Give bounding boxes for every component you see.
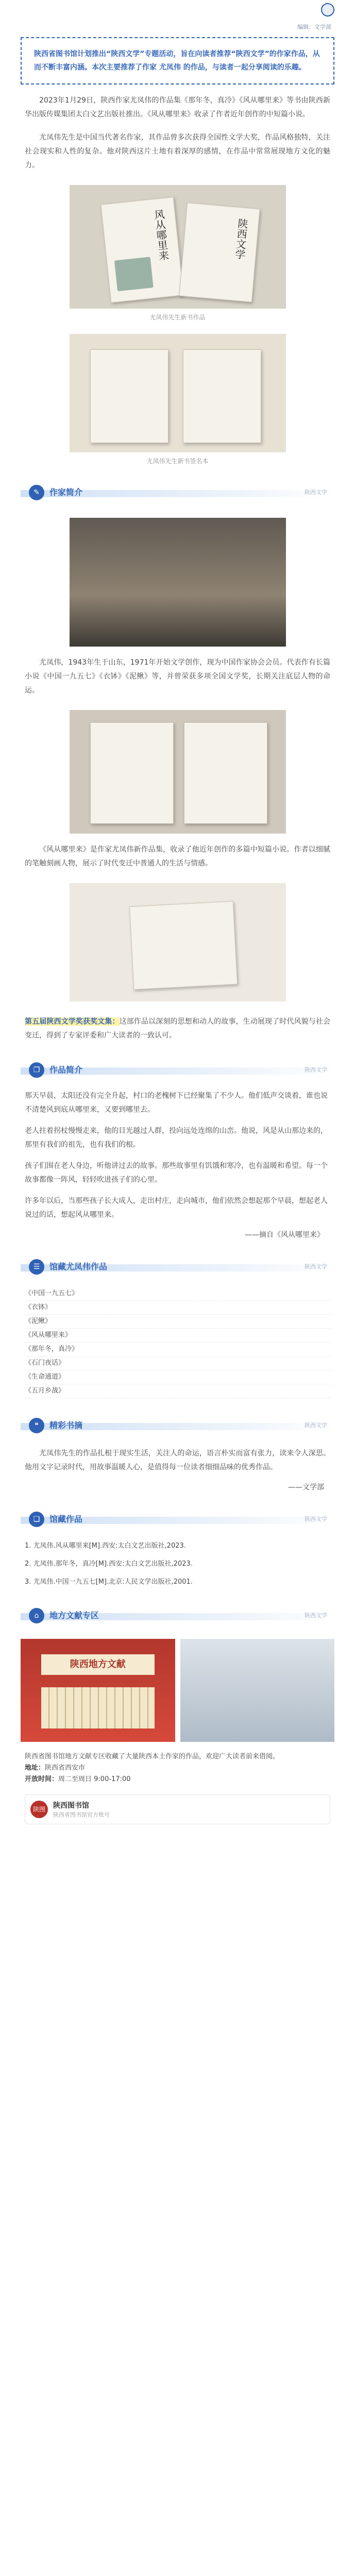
section-title-excerpt — [21, 1414, 334, 1437]
catalog-item[interactable]: 《风从哪里来》 — [25, 1329, 330, 1343]
excerpt-paragraph: 那天早晨，太阳还没有完全升起，村口的老槐树下已经聚集了不少人。他们低声交谈着，谁也说不清楚风到底从哪里来，又要到哪里去。 — [25, 1092, 328, 1114]
book-photo-3 — [70, 710, 286, 834]
highlight-lead: 第五届陕西文学奖获奖文集： — [25, 1018, 120, 1026]
section-label: 地方文献专区 — [49, 1611, 99, 1620]
ref-item: 2. 尤凤伟.那年冬，真冷[M].西安:太白文艺出版社,2023. — [25, 1560, 193, 1568]
refs-list — [25, 1539, 330, 1588]
book-cover — [183, 349, 261, 443]
section-label: 精彩书摘 — [49, 1420, 83, 1430]
section-deco: 陕西文学 — [305, 1422, 327, 1429]
bookmark-icon: ❏ — [29, 1512, 44, 1527]
account-card[interactable] — [25, 1794, 330, 1824]
section-label: 馆藏作品 — [49, 1514, 83, 1524]
book-intro-paragraph: 尤凤伟先生是中国当代著名作家，其作品曾多次获得全国性文学大奖，作品风格独特，关注社会现实和人性的复杂。他对陕西这片土地有着深厚的感情，在作品中常常展现地方文化的魅力。 — [25, 133, 330, 170]
library-hours: 开放时间：周二至周日 9:00-17:00 — [25, 1775, 131, 1783]
photo-caption: 尤凤伟先生新书作品 — [149, 314, 206, 321]
section-label: 作品简介 — [49, 1065, 83, 1075]
catalog-item[interactable]: 《泥鳅》 — [25, 1315, 330, 1329]
author-photo — [70, 518, 286, 647]
book-shelf — [41, 1687, 155, 1728]
library-desc: 陕西省图书馆地方文献专区收藏了大量陕西本土作家的作品，欢迎广大读者前来借阅。 — [25, 1753, 280, 1760]
section-title-catalog — [21, 1255, 334, 1279]
catalog-item[interactable]: 《五月乡战》 — [25, 1384, 330, 1398]
book-cover — [184, 722, 267, 824]
book-intro-paragraph: 2023年1月29日，陕西作家尤凤伟的作品集《那年冬，真冷》《风从哪里来》等书由陕西新华出版传媒集团太白文艺出版社推出。《风从哪里来》收录了作者近年创作的中短篇小说。 — [25, 96, 330, 118]
section-label: 作家简介 — [49, 487, 83, 497]
book-cover — [90, 349, 168, 443]
book-photo-2 — [70, 334, 286, 452]
catalog-item[interactable]: 《衣钵》 — [25, 1301, 330, 1315]
ref-item: 3. 尤凤伟.中国一九五七[M].北京:人民文学出版社,2001. — [25, 1578, 193, 1586]
intro-box: 陕西省图书馆计划推出“陕西文学”专题活动，旨在向读者推荐“陕西文学”的作家作品，从而不断丰富内涵。本次主要推荐了作家 尤凤伟 的作品，与读者一起分享阅读的乐趣。 — [21, 37, 334, 84]
book-cover — [100, 197, 183, 303]
section-deco: 陕西文学 — [305, 1066, 327, 1073]
account-text — [53, 1800, 110, 1819]
excerpt-paragraph: 许多年以后，当那些孩子长大成人，走出村庄，走向城市，他们依然会想起那个早晨，想起老人说过的话，想起风从哪里来。 — [25, 1197, 328, 1219]
editor-note: 编辑：文学部 — [297, 24, 331, 30]
library-info — [25, 1751, 330, 1785]
book-cover-title: 风从哪里来 — [151, 209, 170, 262]
account-name: 陕西图书馆 — [53, 1802, 89, 1810]
top-bar — [0, 0, 355, 20]
excerpt-paragraph: 孩子们围在老人身边，听他讲过去的故事。那些故事里有饥饿和寒冷，也有温暖和希望。每一个故事都像一阵风，轻轻吹进孩子们的心里。 — [25, 1162, 328, 1184]
catalog-item[interactable]: 《中国一九五七》 — [25, 1287, 330, 1301]
book-cover — [90, 722, 174, 824]
award-highlight — [25, 1015, 330, 1043]
section-title-author — [21, 481, 334, 504]
excerpt-paragraph: 老人拄着拐杖慢慢走来，他的目光越过人群，投向远处连绵的山峦。他说，风是从山那边来的，那里有我们的祖先，也有我们的根。 — [25, 1127, 328, 1149]
book-cover-title: 陕西文学 — [232, 217, 249, 260]
review-paragraph: 尤凤伟先生的作品扎根于现实生活，关注人的命运，语言朴实而富有张力，读来令人深思。他用文字记录时代，用故事温暖人心，是值得每一位读者细细品味的优秀作品。 — [25, 1449, 330, 1471]
review-signature: ——文学部 — [288, 1483, 324, 1492]
author-bio: 尤凤伟，1943年生于山东，1971年开始文学创作，现为中国作家协会会员。代表作有长篇小说《中国一九五七》《衣钵》《泥鳅》等，并曾荣获多项全国文学奖，长期关注底层人物的命运。 — [25, 658, 330, 694]
section-deco: 陕西文学 — [305, 1263, 327, 1270]
catalog-item[interactable]: 《那年冬，真冷》 — [25, 1343, 330, 1357]
building-icon: ⌂ — [29, 1608, 44, 1623]
store-photo-shelf — [21, 1639, 175, 1742]
book-photo-4 — [70, 883, 286, 1002]
section-deco: 陕西文学 — [305, 1516, 327, 1522]
quote-icon: ❝ — [29, 1418, 44, 1433]
catalog-item[interactable]: 《生命通道》 — [25, 1370, 330, 1384]
store-photos — [21, 1639, 334, 1742]
list-icon: ☰ — [29, 1259, 44, 1275]
book-cover — [179, 202, 260, 302]
library-address: 地址：陕西省西安市 — [25, 1764, 86, 1772]
section-deco: 陕西文学 — [305, 489, 327, 496]
pen-icon: ✎ — [29, 485, 44, 500]
section-title-refs — [21, 1507, 334, 1531]
photo-caption: 尤凤伟先生新书签名本 — [146, 457, 209, 465]
section-title-work — [21, 1058, 334, 1082]
excerpt-signature: ——摘自《风从哪里来》 — [245, 1231, 324, 1239]
account-avatar: 陕图 — [30, 1801, 48, 1818]
store-photo-hall — [180, 1639, 335, 1742]
ref-item: 1. 尤凤伟.风从哪里来[M].西安:太白文艺出版社,2023. — [25, 1542, 186, 1550]
account-sub: 陕西省图书馆官方账号 — [53, 1811, 110, 1818]
library-logo-icon — [321, 3, 334, 16]
catalog-item[interactable]: 《石门夜话》 — [25, 1357, 330, 1370]
book-photo-1 — [70, 185, 286, 309]
book-cover — [129, 901, 237, 990]
highlight-rest: 这部作品以深刻的思想和动人的故事，生动展现了时代风貌与社会变迁，得到了专家评委和广大读者的一致认可。 — [25, 1018, 331, 1040]
section-label: 馆藏尤凤伟作品 — [49, 1262, 108, 1272]
section-title-store — [21, 1604, 334, 1628]
catalog-list — [25, 1287, 330, 1398]
section-deco: 陕西文学 — [305, 1612, 327, 1619]
book-icon: ❐ — [29, 1062, 44, 1078]
book-description: 《风从哪里来》是作家尤凤伟新作品集，收录了他近年创作的多篇中短篇小说。作者以细腻的笔触刻画人物，展示了时代变迁中普通人的生活与情感。 — [25, 845, 330, 868]
store-sign: 陕西地方文献 — [41, 1654, 155, 1675]
book-cover-art — [114, 257, 153, 291]
